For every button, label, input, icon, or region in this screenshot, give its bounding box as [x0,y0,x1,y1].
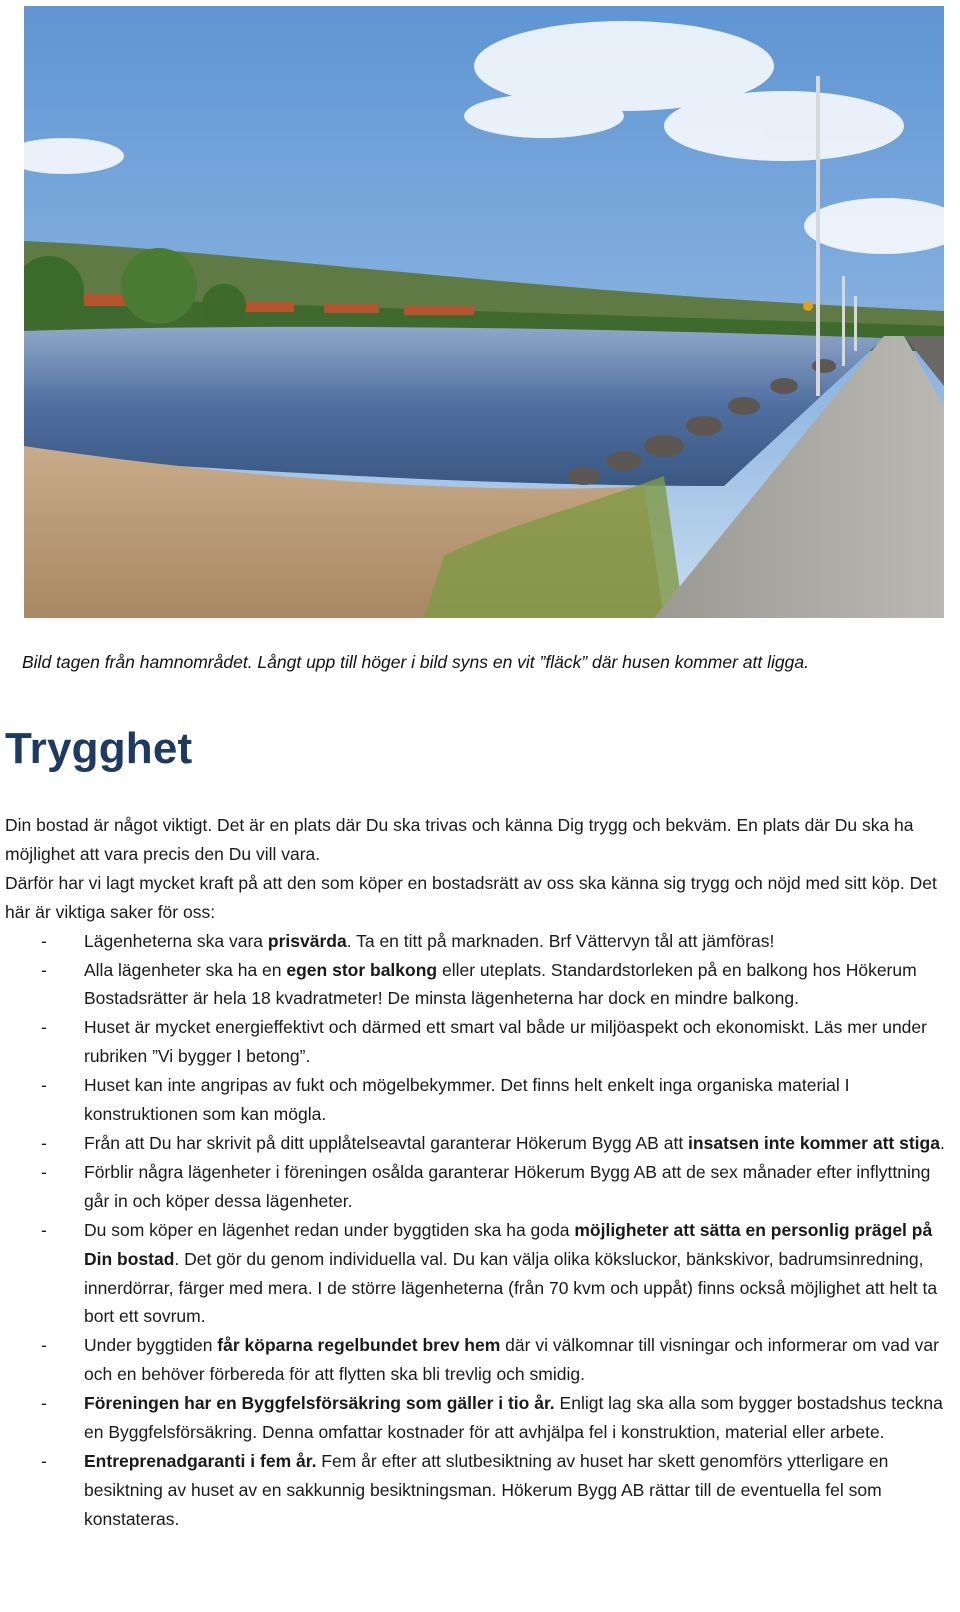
photo-caption: Bild tagen från hamnområdet. Långt upp till höger i bild syns en vit ”fläck” där husen kommer att ligga. [22,652,809,672]
item-text: Du som köper en lägenhet redan under byggtiden ska ha goda [84,1219,575,1240]
list-item [5,1216,960,1332]
list-item [5,1129,960,1158]
emphasis-text: prisvärda [267,930,347,951]
bullet-list [5,927,960,1534]
emphasis-text: insatsen inte kommer att stiga [688,1132,940,1153]
bullet-marker: - [41,1393,47,1414]
bullet-marker: - [41,1335,47,1356]
item-text: Förblir några lägenheter i föreningen osålda garanterar Hökerum Bygg AB att de sex månader efter inflyttning går in och köper dessa lägenheter. [84,1161,931,1211]
item-text: Under byggtiden [84,1335,218,1356]
bullet-marker: - [41,1161,47,1182]
emphasis-text: egen stor balkong [286,959,438,980]
list-item [5,1071,960,1129]
bullet-marker: - [41,1219,47,1240]
body-text [5,811,960,1534]
bullet-marker: - [41,1450,47,1471]
intro-paragraph: Din bostad är något viktigt. Det är en plats där Du ska trivas och känna Dig trygg och bekväm. En plats där Du ska ha möjlighet att vara precis den Du vill vara. [5,815,914,864]
emphasis-text: Entreprenadgaranti i fem år. [84,1450,317,1471]
emphasis-text: möjligheter att sätta en personlig prägel på Din bostad [84,1219,933,1269]
item-text: eller uteplats. Standardstorleken på en balkong hos Hökerum Bostadsrätter är hela 18 kvadratmeter! De minsta lägenheterna har dock en mindre balkong. [84,959,917,1009]
item-text: Huset kan inte angripas av fukt och mögelbekymmer. Det finns helt enkelt inga organiska material I konstruktionen som kan mögla. [84,1075,850,1125]
item-text: Huset är mycket energieffektivt och därmed ett smart val både ur miljöaspekt och ekonomiskt. Läs mer under rubriken ”Vi bygger I betong”. [84,1017,927,1067]
bullet-marker: - [41,1017,47,1038]
section-heading: Trygghet [5,724,193,773]
list-item [5,1158,960,1216]
item-text: där vi välkomnar till visningar och informerar om vad var och en behöver förbereda för att flytten ska bli trevlig och smidig. [84,1335,939,1385]
item-text: . Ta en titt på marknaden. Brf Vättervyn tål att jämföras! [346,930,775,951]
item-text: Från att Du har skrivit på ditt upplåtelseavtal garanterar Hökerum Bygg AB att [84,1132,689,1153]
bullet-marker: - [41,930,47,951]
harbour-photo [24,6,944,618]
list-item [5,927,960,956]
intro-paragraph: Därför har vi lagt mycket kraft på att den som köper en bostadsrätt av oss ska känna sig trygg och nöjd med sitt köp. Det här är viktiga saker för oss: [5,872,937,922]
list-item [5,956,960,1014]
bullet-marker: - [41,959,47,980]
item-text: Fem år efter att slutbesiktning av huset har skett genomförs ytterligare en besiktning av huset av en sakkunnig besiktningsman. Hökerum Bygg AB rättar till de eventuella fel som konstateras. [84,1450,889,1529]
emphasis-text: Föreningen har en Byggfelsförsäkring som gäller i tio år. [84,1393,555,1414]
emphasis-text: får köparna regelbundet brev hem [217,1335,501,1356]
list-item [5,1447,960,1534]
item-text: Lägenheterna ska vara [84,930,268,951]
bullet-marker: - [41,1075,47,1096]
item-text: Alla lägenheter ska ha en [84,959,287,980]
bullet-marker: - [41,1132,47,1153]
item-text: . Det gör du genom individuella val. Du kan välja olika köksluckor, bänkskivor, badrumsinredning, innerdörrar, färger med mera. I de större lägenheterna (från 70 kvm och uppåt) finns också möjlighet att helt ta bort ett sovrum. [84,1248,938,1327]
list-item [5,1389,960,1447]
item-text: . [939,1132,945,1153]
list-item [5,1013,960,1071]
list-item [5,1331,960,1389]
item-text: Enligt lag ska alla som bygger bostadshus teckna en Byggfelsförsäkring. Denna omfattar kostnader för att avhjälpa fel i konstruktion, material eller arbete. [84,1393,943,1443]
